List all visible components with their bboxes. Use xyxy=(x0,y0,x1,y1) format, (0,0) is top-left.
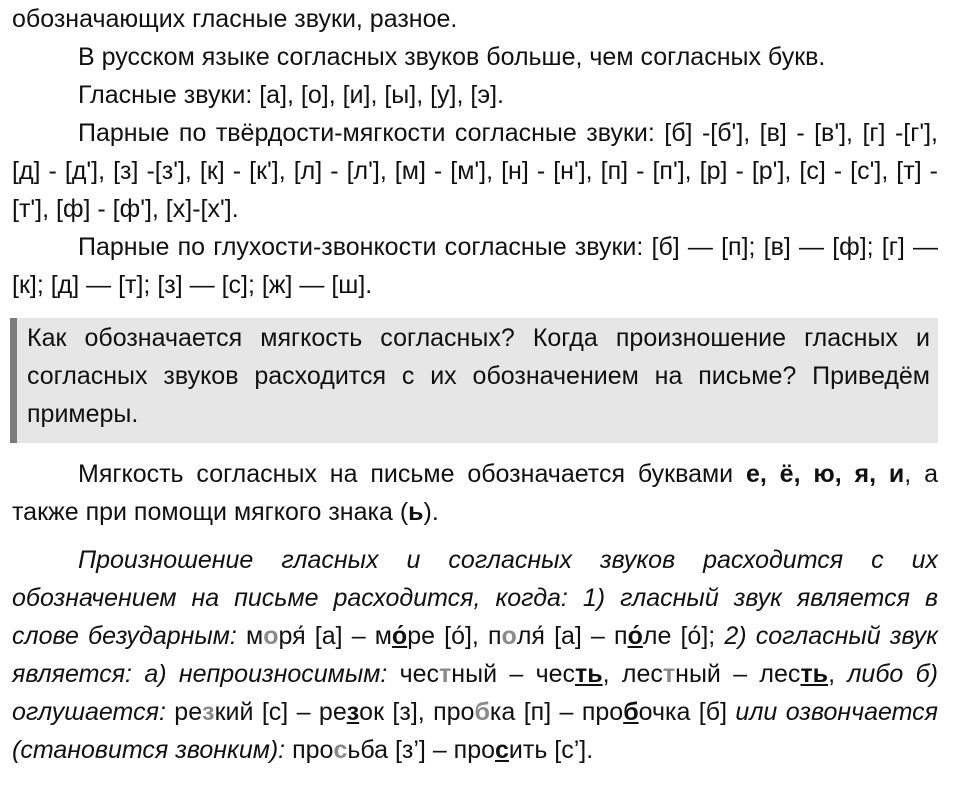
example-word: очка [б] xyxy=(638,698,728,726)
example-letter-highlight: б xyxy=(474,698,490,726)
answer-soft-sign: ь xyxy=(408,498,424,526)
example-word: ок [з], про xyxy=(359,698,475,726)
answer-softness-text-after: ). xyxy=(423,498,439,526)
answer-softness xyxy=(12,455,938,531)
example-letter-highlight: о xyxy=(501,622,517,650)
example-letter-highlight: о xyxy=(263,622,279,650)
paragraph-continuation: обозначающих гласные звуки, разное. xyxy=(12,5,458,33)
example-letter-underlined: з xyxy=(346,698,360,726)
example-letter-highlight: з xyxy=(202,698,215,726)
example-word: м xyxy=(236,622,264,650)
example-word: ьба [з’] – про xyxy=(347,736,496,764)
example-word: ля́ [а] – п xyxy=(516,622,628,650)
paragraph-voiced-voiceless-pairs: Парные по глухости-звонкости согласные звуки: [б] — [п]; [в] — [ф]; [г] — [к]; [д] — [т]; [з] — [с]; [ж] — [ш]. xyxy=(12,233,938,299)
answer-softness-text-middle: , а также при помощи мягкого знака ( xyxy=(12,460,938,526)
example-word: чес xyxy=(387,660,440,688)
example-word: ре [о́], п xyxy=(407,622,502,650)
example-letter-highlight: т xyxy=(662,660,676,688)
example-letter-underlined: б xyxy=(623,698,639,726)
answer-pronunciation-part3: либо б) оглушается: xyxy=(12,660,939,726)
paragraph-vowel-sounds: Гласные звуки: [а], [о], [и], [ы], [у], [э]. xyxy=(78,81,504,109)
example-word: , лес xyxy=(602,660,663,688)
example-word: ле [о́]; xyxy=(642,622,716,650)
answer-softness-letters: е, ё, ю, я, и xyxy=(745,460,905,488)
example-word: , xyxy=(828,660,836,688)
example-letter-underlined: о́ xyxy=(391,622,408,650)
example-word: ре xyxy=(165,698,203,726)
example-letter-underlined: ть xyxy=(575,660,603,688)
example-word: про xyxy=(285,736,334,764)
example-word: ить [с’]. xyxy=(508,736,594,764)
example-letter-highlight: т xyxy=(439,660,452,688)
example-letter-underlined: о́ xyxy=(627,622,643,650)
answer-pronunciation-part4: или озвончается (становится звонким): xyxy=(12,698,939,764)
example-word: ный – чес xyxy=(451,660,576,688)
example-letter-underlined: ть xyxy=(800,660,829,688)
paragraph-consonant-count: В русском языке согласных звуков больше, чем согласных букв. xyxy=(78,43,826,71)
document-page xyxy=(12,0,938,769)
example-word: ка [п] – про xyxy=(489,698,624,726)
answer-pronunciation-intro: Произношение гласных и согласных звуков расходится с их обозначением на письме расходится, когда: 1) гласный звук является в слове безударным: xyxy=(12,546,938,650)
example-letter-underlined: с xyxy=(495,736,509,764)
example-word: кий [с] – ре xyxy=(214,698,347,726)
answer-softness-text-before: Мягкость согласных на письме обозначается буквами xyxy=(78,460,746,488)
example-word: ря́ [а] – м xyxy=(278,622,392,650)
question-block xyxy=(10,318,938,443)
example-word: ный – лес xyxy=(675,660,801,688)
paragraph-hard-soft-pairs: Парные по твёрдости-мягкости согласные звуки: [б] -[б'], [в] - [в'], [г] -[г'], [д] - [д'], [з] -[з'], [к] - [к'], [л] - [л'], [м] - [м'], [н] - [н'], [п] - [п'], [р] - [р'], [с] - [с'], [т] - [т'], [ф] - [ф'], [х]-[х']. xyxy=(12,119,938,223)
answer-pronunciation xyxy=(12,541,938,769)
answer-pronunciation-part2: 2) согласный звук является: а) непроизносимым: xyxy=(12,622,938,688)
question-text: Как обозначается мягкость согласных? Когда произношение гласных и согласных звуков расходится с их обозначением на письме? Приведём примеры. xyxy=(27,324,930,428)
example-letter-highlight: с xyxy=(333,736,348,764)
